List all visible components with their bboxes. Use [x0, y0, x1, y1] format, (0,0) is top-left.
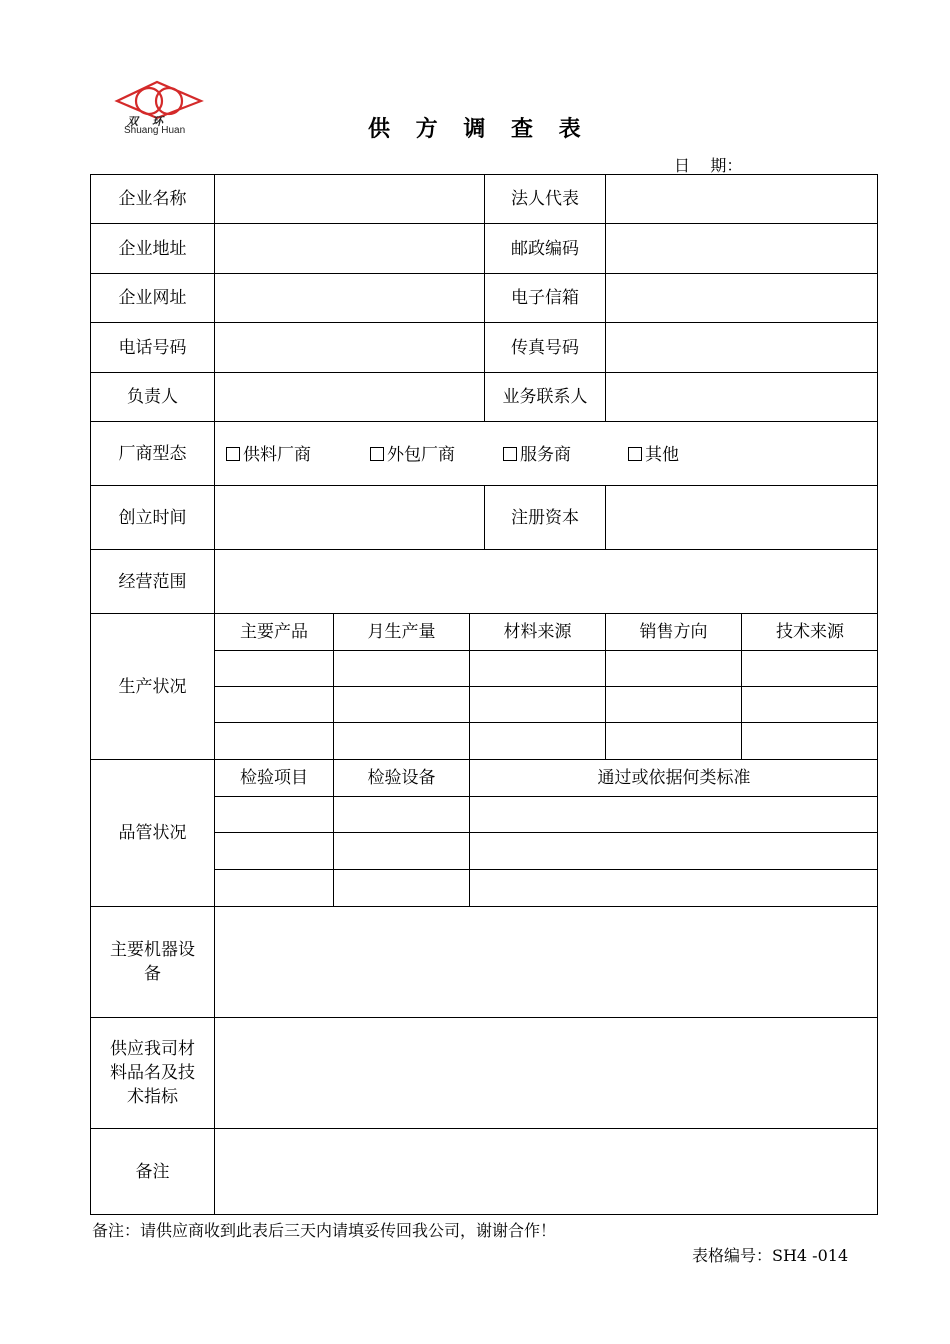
checkbox-icon[interactable] — [226, 447, 240, 461]
input-business-scope[interactable] — [215, 550, 877, 613]
label-supply-info: 供应我司材料品名及技术指标 — [110, 1039, 195, 1107]
input-main-equipment[interactable] — [215, 907, 877, 1017]
option-service-provider[interactable] — [503, 443, 571, 467]
label-founded: 创立时间 — [118, 507, 187, 528]
header-inspection-equipment: 检验设备 — [367, 768, 436, 788]
option-other[interactable] — [628, 443, 679, 467]
label-registered-capital: 注册资本 — [511, 507, 579, 528]
input-supply-info[interactable] — [215, 1018, 877, 1128]
label-remarks: 备注 — [135, 1162, 170, 1182]
label-quality: 品管状况 — [118, 823, 187, 843]
form-number: 表格编号：SH4 -014 — [692, 1246, 849, 1265]
grid-line — [214, 722, 878, 723]
input-founded[interactable] — [215, 486, 484, 549]
label-main-equipment: 主要机器设备 — [110, 940, 195, 984]
date-label: 日 期： — [674, 156, 743, 175]
label-company-name: 企业名称 — [118, 189, 187, 209]
input-phone[interactable] — [215, 323, 484, 372]
input-email[interactable] — [606, 274, 877, 322]
header-inspection-item: 检验项目 — [240, 768, 308, 788]
header-sales-direction: 销售方向 — [639, 622, 708, 642]
input-address[interactable] — [215, 224, 484, 273]
grid-line — [214, 650, 878, 651]
label-website: 企业网址 — [118, 288, 187, 308]
label-business-contact: 业务联系人 — [502, 387, 588, 407]
header-tech-source: 技术来源 — [776, 622, 844, 642]
input-postcode[interactable] — [606, 224, 877, 273]
option-label: 服务商 — [520, 445, 571, 465]
label-business-scope: 经营范围 — [118, 571, 187, 592]
label-phone: 电话号码 — [118, 337, 187, 358]
input-registered-capital[interactable] — [606, 486, 877, 549]
option-label: 其他 — [645, 445, 679, 465]
logo-text-en: Shuang Huan — [124, 125, 186, 136]
input-person-in-charge[interactable] — [215, 373, 484, 421]
company-logo — [113, 80, 205, 140]
logo-text-cn: 双环 — [127, 115, 177, 128]
grid-line — [214, 686, 878, 687]
checkbox-icon[interactable] — [370, 447, 384, 461]
checkbox-icon[interactable] — [628, 447, 642, 461]
grid-line — [214, 832, 878, 833]
option-label: 供料厂商 — [243, 445, 311, 465]
checkbox-icon[interactable] — [503, 447, 517, 461]
label-address: 企业地址 — [118, 238, 187, 259]
input-legal-rep[interactable] — [606, 175, 877, 223]
input-business-contact[interactable] — [606, 373, 877, 421]
option-label: 外包厂商 — [387, 445, 455, 465]
header-monthly-output: 月生产量 — [367, 622, 436, 642]
option-outsourcer[interactable] — [370, 443, 455, 467]
header-main-product: 主要产品 — [240, 622, 308, 642]
label-vendor-type: 厂商型态 — [118, 443, 187, 464]
grid-line — [214, 869, 878, 870]
input-website[interactable] — [215, 274, 484, 322]
page-title: 供 方 调 查 表 — [368, 117, 590, 142]
input-remarks[interactable] — [215, 1129, 877, 1214]
label-person-in-charge: 负责人 — [127, 387, 178, 407]
header-standard: 通过或依据何类标准 — [597, 768, 751, 788]
input-fax[interactable] — [606, 323, 877, 372]
grid-line — [214, 796, 878, 797]
label-production: 生产状况 — [118, 676, 187, 697]
label-fax: 传真号码 — [511, 337, 579, 358]
label-legal-rep: 法人代表 — [511, 189, 579, 209]
label-postcode: 邮政编码 — [511, 238, 579, 259]
option-supplier[interactable] — [226, 443, 311, 467]
footnote: 备注：请供应商收到此表后三天内请填妥传回我公司，谢谢合作！ — [92, 1221, 557, 1240]
header-material-source: 材料来源 — [503, 622, 572, 642]
input-company-name[interactable] — [215, 175, 484, 223]
label-email: 电子信箱 — [511, 288, 579, 308]
